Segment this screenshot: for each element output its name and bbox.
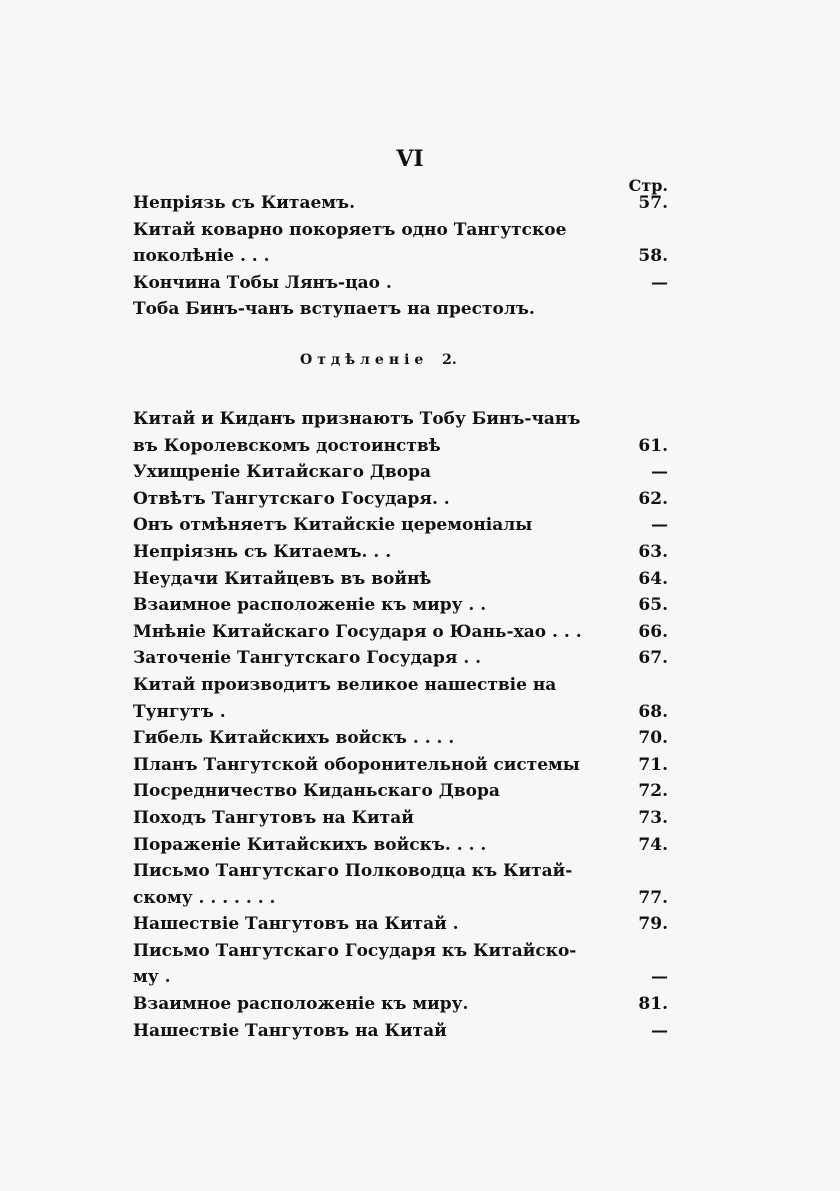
toc-entry-line: Онъ отмѣняетъ Китайскіе церемоніалы (133, 515, 533, 536)
toc-section-1 (133, 190, 668, 323)
toc-entry-line: Китай производитъ великое нашествіе на (133, 674, 557, 695)
toc-entry (133, 566, 668, 593)
toc-entry-page: 65. (638, 595, 668, 616)
toc-entry-page: 81. (638, 994, 668, 1015)
toc-entry-line: Взаимное расположеніе къ миру . . (133, 595, 487, 616)
toc-entry-title (133, 778, 618, 805)
toc-entry-line: поколѣніе . . . (133, 246, 270, 266)
toc-entry-line: Китай и Киданъ признаютъ Тобу Бинъ-чанъ (133, 409, 581, 429)
toc-entry-page: 58. (638, 246, 668, 266)
toc-entry-page: 71. (638, 754, 668, 775)
toc-entry-title (133, 592, 618, 619)
toc-entry-line: Нашествіе Тангутовъ на Китай (133, 1020, 447, 1041)
toc-entry (133, 938, 668, 991)
toc-entry-title (133, 619, 618, 646)
toc-entry-page: — (651, 967, 668, 988)
toc-entry-line: Письмо Тангутскаго Государя къ Китайско- (133, 940, 577, 961)
toc-entry-line: Взаимное расположеніе къ миру. (133, 994, 469, 1015)
toc-entry-line: Неудачи Китайцевъ въ войнѣ (133, 568, 432, 589)
toc-entry (133, 1018, 668, 1045)
toc-entry-line: Письмо Тангутскаго Полководца къ Китай- (133, 861, 573, 882)
toc-entry-title (133, 486, 618, 513)
toc-entry-page: — (651, 272, 668, 293)
toc-entry-page: 68. (638, 701, 668, 722)
toc-entry-line: Гибель Китайскихъ войскъ . . . . (133, 728, 455, 749)
toc-entry-line: Планъ Тангутской оборонительной системы (133, 754, 580, 775)
toc-entry-line: Заточеніе Тангутскаго Государя . . (133, 648, 482, 669)
page-number: VI (396, 146, 424, 172)
toc-entry-page: 57. (638, 193, 668, 213)
toc-entry (133, 858, 668, 911)
toc-entry-line: Ухищреніе Китайскаго Двора (133, 462, 431, 483)
toc-entry-line: Нашествіе Тангутовъ на Китай . (133, 914, 459, 935)
section-title (300, 352, 457, 368)
toc-entry-line: Походъ Тангутовъ на Китай (133, 807, 414, 828)
section-number: 2. (442, 352, 457, 368)
toc-entry-line: Мнѣніе Китайскаго Государя о Юань-хао . . . (133, 621, 582, 642)
toc-entry-title (133, 991, 618, 1018)
toc-entry (133, 725, 668, 752)
toc-entry-page: 61. (638, 435, 668, 456)
toc-entry (133, 539, 668, 566)
toc-entry-page: — (651, 515, 668, 536)
toc-entry-page: 64. (638, 568, 668, 589)
toc-entry-title (133, 566, 618, 593)
toc-entry (133, 190, 668, 217)
toc-entry (133, 406, 668, 459)
toc-entry-title (133, 406, 618, 459)
toc-entry-page: 66. (638, 621, 668, 642)
toc-entry (133, 592, 668, 619)
toc-entry (133, 752, 668, 779)
toc-entry-line: скому . . . . . . . (133, 887, 276, 908)
toc-entry-title (133, 270, 618, 297)
toc-entry (133, 672, 668, 725)
toc-entry-line: Тоба Бинъ-чанъ вступаетъ на престолъ. (133, 299, 535, 319)
toc-entry-line: Посредничество Киданьскаго Двора (133, 781, 500, 802)
toc-entry-page: 73. (638, 807, 668, 828)
toc-entry-line: Тунгутъ . (133, 701, 226, 722)
toc-entry (133, 459, 668, 486)
toc-entry-line: въ Королевскомъ достоинствѣ (133, 435, 441, 456)
toc-entry-title (133, 539, 618, 566)
toc-entry-line: Китай коварно покоряетъ одно Тангутское (133, 219, 567, 240)
toc-entry (133, 991, 668, 1018)
toc-entry-title (133, 805, 618, 832)
toc-entry-title (133, 858, 618, 911)
toc-entry (133, 217, 668, 270)
toc-entry-page: 62. (638, 488, 668, 509)
toc-section-2 (133, 406, 668, 1044)
toc-entry-page: 63. (638, 541, 668, 562)
section-label: Отдѣленіе (300, 352, 429, 368)
toc-entry-title (133, 217, 618, 270)
toc-entry (133, 778, 668, 805)
toc-entry (133, 296, 668, 323)
toc-entry (133, 619, 668, 646)
toc-entry-page: 70. (638, 728, 668, 749)
toc-entry-title (133, 645, 618, 672)
toc-entry-line: Непріязнь съ Китаемъ. . . (133, 541, 392, 562)
toc-entry-page: 74. (638, 834, 668, 855)
toc-entry (133, 645, 668, 672)
toc-entry-title (133, 190, 618, 217)
toc-entry (133, 911, 668, 938)
toc-entry-page: 67. (638, 648, 668, 669)
toc-entry-title (133, 296, 618, 323)
toc-entry-title (133, 832, 618, 859)
toc-entry-line: му . (133, 967, 171, 988)
toc-entry-title (133, 512, 618, 539)
toc-entry-title (133, 725, 618, 752)
toc-entry (133, 512, 668, 539)
toc-entry-title (133, 1018, 618, 1045)
toc-entry-page: — (651, 1020, 668, 1041)
toc-entry-title (133, 938, 618, 991)
toc-entry-page: 72. (638, 781, 668, 802)
toc-entry (133, 270, 668, 297)
toc-entry-title (133, 752, 618, 779)
toc-entry (133, 832, 668, 859)
page-column-header: Стр. (628, 176, 668, 195)
toc-entry-page: — (651, 462, 668, 483)
toc-entry-title (133, 672, 618, 725)
toc-entry (133, 805, 668, 832)
toc-entry-line: Непріязь съ Китаемъ. (133, 193, 356, 213)
toc-entry-line: Кончина Тобы Лянъ-цао . (133, 272, 392, 293)
toc-entry-title (133, 911, 618, 938)
toc-entry-page: 79. (638, 914, 668, 935)
toc-entry-page: 77. (638, 887, 668, 908)
toc-entry-line: Пораженіе Китайскихъ войскъ. . . . (133, 834, 487, 855)
toc-entry-title (133, 459, 618, 486)
toc-entry (133, 486, 668, 513)
toc-entry-line: Отвѣтъ Тангутскаго Государя. . (133, 488, 450, 509)
